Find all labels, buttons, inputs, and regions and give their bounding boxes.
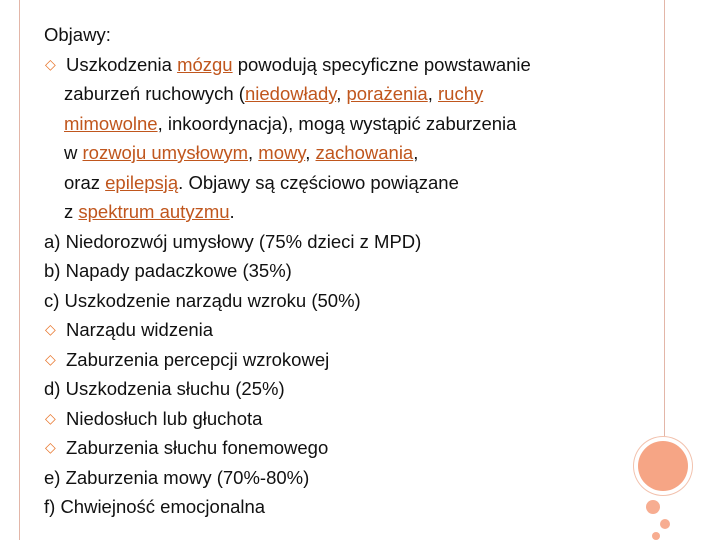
- bullet-continuation: oraz epilepsją. Objawy są częściowo powiązane: [64, 171, 459, 193]
- heading: Objawy:: [44, 24, 111, 45]
- diamond-outline-icon: ◇: [45, 350, 56, 367]
- list-item-c: c) Uszkodzenie narządu wzroku (50%): [44, 289, 361, 311]
- link-spektrum-autyzmu[interactable]: spektrum autyzmu: [78, 201, 230, 222]
- decor-line-right: [664, 0, 665, 438]
- link-porazenia[interactable]: porażenia: [346, 83, 428, 104]
- link-mowy[interactable]: mowy: [258, 142, 306, 163]
- decor-circle-small: [652, 532, 660, 540]
- link-mimowolne[interactable]: mimowolne: [64, 112, 158, 134]
- decor-line-left: [19, 0, 20, 540]
- link-ruchy[interactable]: ruchy: [438, 83, 484, 104]
- list-item-e: e) Zaburzenia mowy (70%-80%): [44, 466, 310, 488]
- bullet-item: ◇ Zaburzenia percepcji wzrokowej: [44, 345, 654, 375]
- bullet-item: ◇ Niedosłuch lub głuchota: [44, 404, 654, 434]
- bullet-continuation: mimowolne, inkoordynacja), mogą wystąpić zaburzenia: [64, 112, 517, 134]
- bullet-continuation: w rozwoju umysłowym, mowy, zachowania,: [64, 142, 419, 163]
- list-item-d: d) Uszkodzenia słuchu (25%): [44, 378, 285, 399]
- bullet-continuation: z spektrum autyzmu.: [64, 201, 235, 222]
- decor-circle-small: [660, 519, 670, 529]
- link-mozgu[interactable]: mózgu: [177, 53, 233, 75]
- diamond-outline-icon: ◇: [45, 439, 56, 455]
- bullet-item: ◇ Zaburzenia słuchu fonemowego: [44, 433, 654, 463]
- link-niedowlady[interactable]: niedowłady: [244, 83, 337, 104]
- link-epilepsja[interactable]: epilepsją: [105, 171, 179, 193]
- list-item-b: b) Napady padaczkowe (35%): [44, 260, 292, 281]
- slide-content: [44, 20, 654, 522]
- link-rozwoju-umyslowym[interactable]: rozwoju umysłowym: [82, 142, 249, 163]
- list-item-f: f) Chwiejność emocjonalna: [44, 496, 266, 517]
- bullet-item: ◇ Uszkodzenia mózgu powodują specyficzne powstawanie: [44, 50, 654, 80]
- diamond-outline-icon: ◇: [45, 321, 56, 337]
- link-zachowania[interactable]: zachowania: [315, 142, 414, 163]
- diamond-outline-icon: ◇: [45, 409, 56, 426]
- list-item-a: a) Niedorozwój umysłowy (75% dzieci z MPD): [44, 230, 422, 252]
- bullet-item: ◇ Narządu widzenia: [44, 315, 654, 345]
- diamond-outline-icon: ◇: [45, 55, 56, 72]
- bullet-continuation: zaburzeń ruchowych (niedowłady, porażenia, ruchy: [64, 83, 484, 104]
